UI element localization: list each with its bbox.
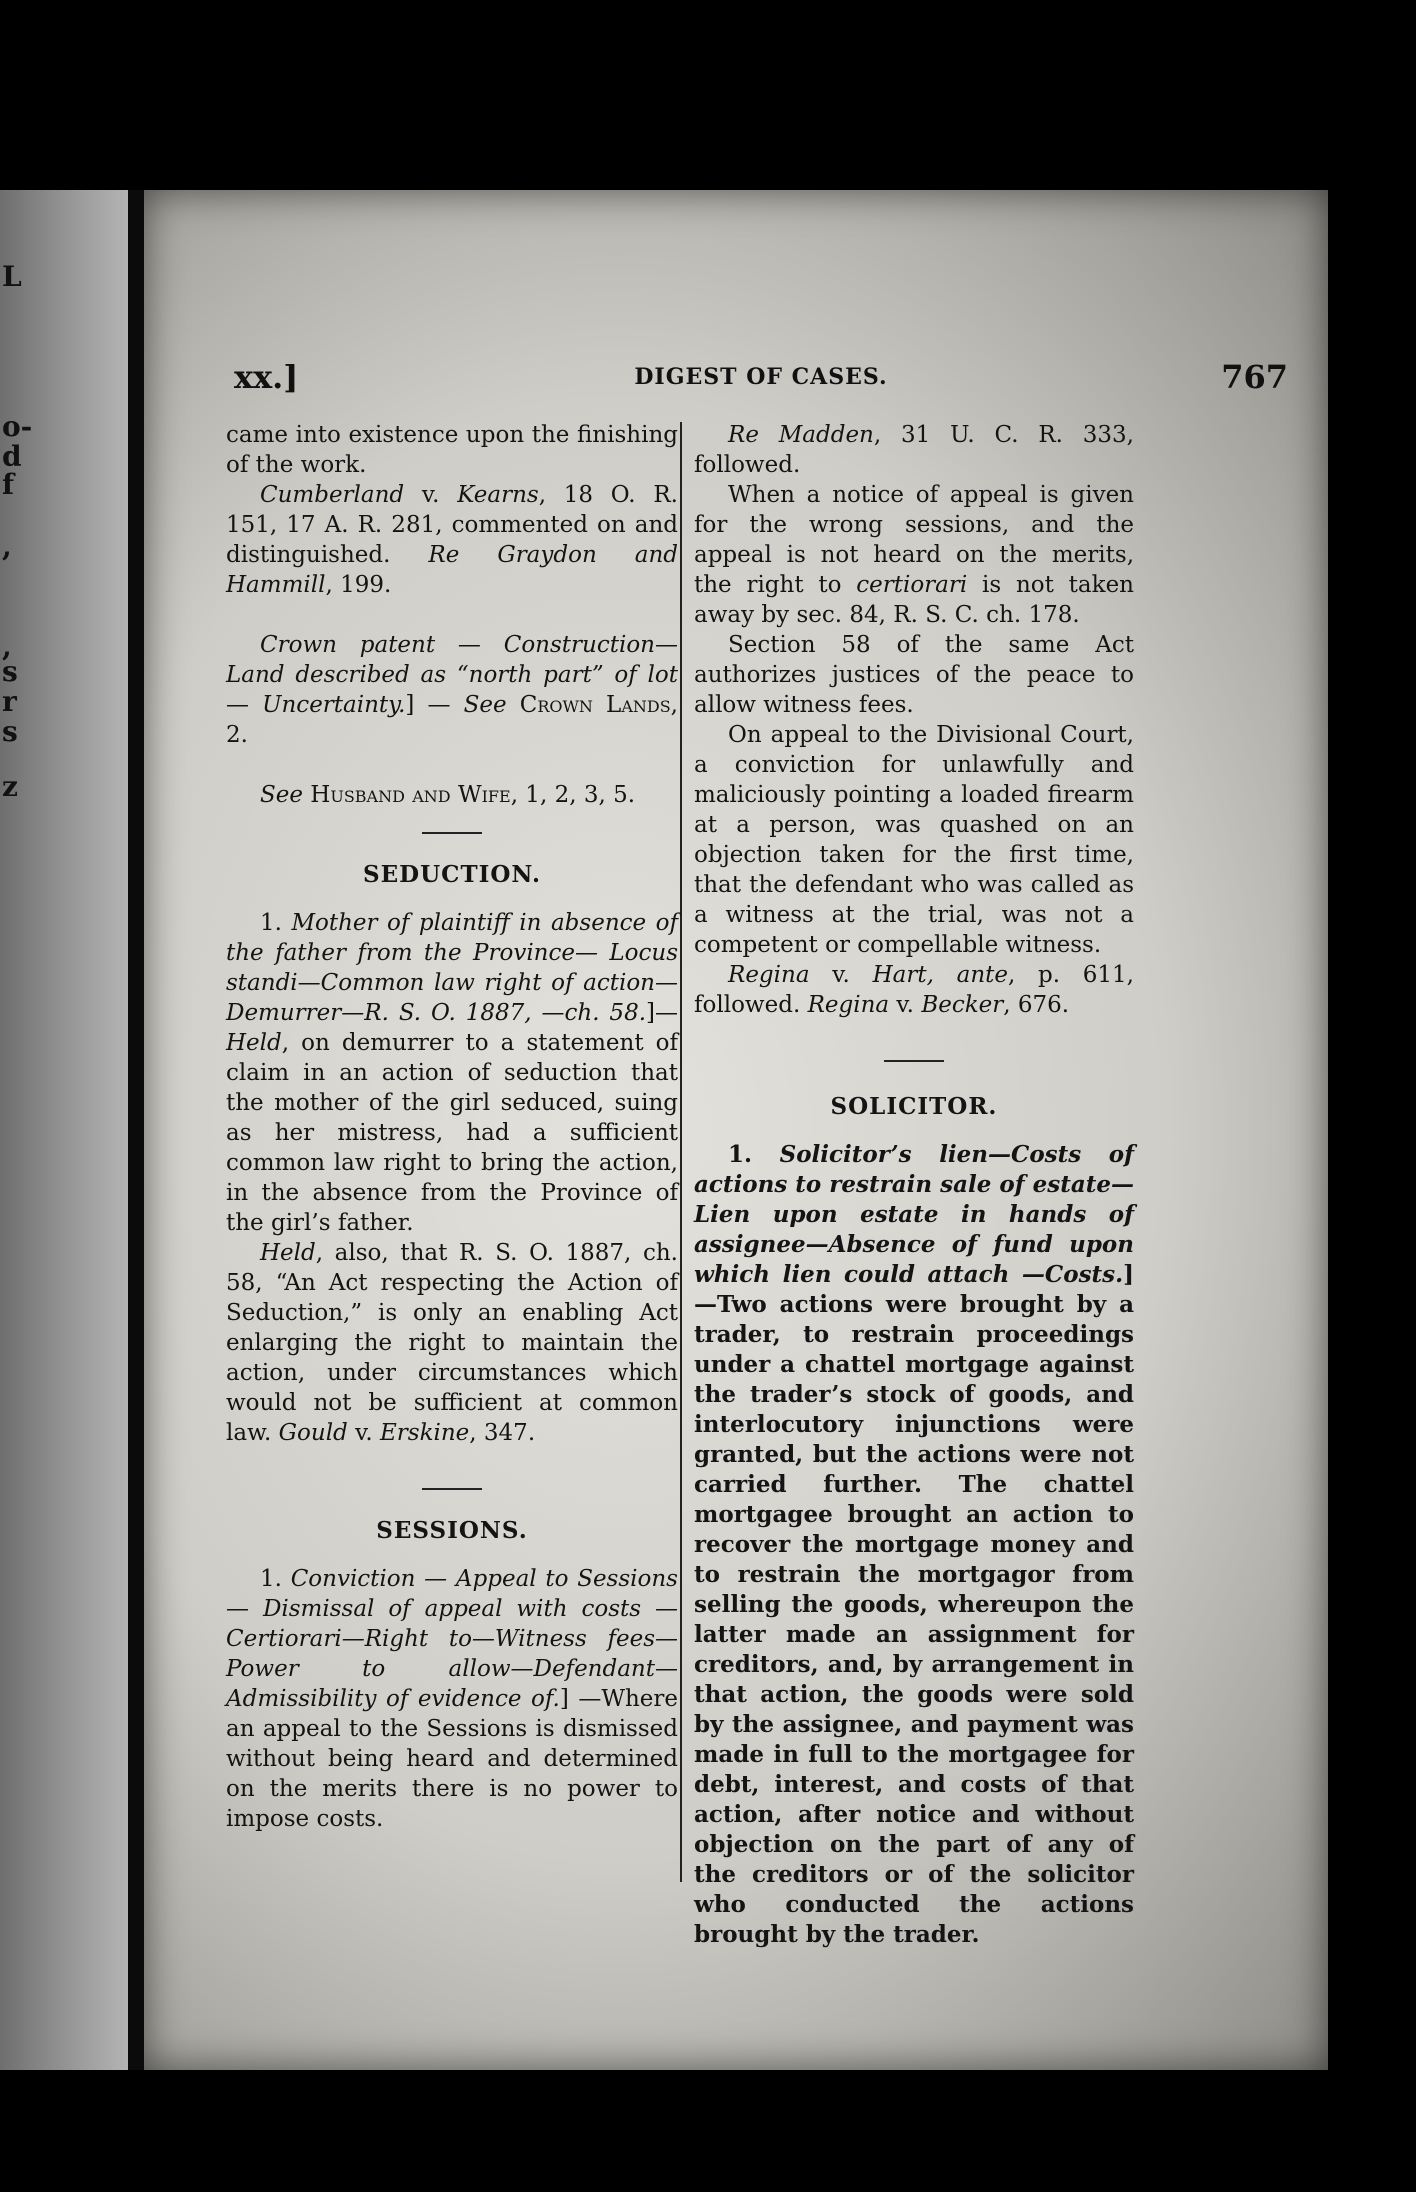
paragraph: When a notice of appeal is given for the wrong sessions, and the appeal is not heard on the merits, the right to certiorari is not taken away by sec. 84, R. S. C. ch. 178. — [694, 482, 1134, 628]
paragraph: Crown patent — Construction— Land described as “north part” of lot — Uncertainty.] — See Crown Lands, 2. — [226, 632, 678, 748]
running-header — [234, 358, 1288, 398]
paragraph: 1. Conviction — Appeal to Sessions — Dismissal of appeal with costs — Certiorari—Right to—Witness fees—Power to allow—Defendant—Admissibility of evidence of.] —Where an appeal to the Sessions is dismissed without being heard and determined on the merits there is no power to impose costs. — [226, 1566, 678, 1832]
paragraph: Regina v. Hart, ante, p. 611, followed. Regina v. Becker, 676. — [694, 962, 1134, 1018]
margin-fragment: s — [2, 655, 18, 688]
right-column — [678, 420, 1134, 1950]
paragraph: Cumberland v. Kearns, 18 O. R. 151, 17 A. R. 281, commented on and distinguished. Re Graydon and Hammill, 199. — [226, 482, 678, 598]
page-title: DIGEST OF CASES. — [634, 364, 888, 390]
margin-fragment: r — [2, 685, 17, 718]
margin-fragment: o- — [2, 410, 33, 443]
paragraph: On appeal to the Divisional Court, a conviction for unlawfully and maliciously pointing a loaded firearm at a person, was quashed on an objection taken for the first time, that the defendant who was called as a witness at the trial, was not a competent or compellable witness. — [694, 722, 1134, 958]
margin-fragment: d — [2, 440, 22, 473]
paragraph: 1. Solicitor’s lien—Costs of actions to restrain sale of estate—Lien upon estate in hands of assignee—Absence of fund upon which lien could attach —Costs.]—Two actions were brought by a trader, to restrain proceedings under a chattel mortgage against the trader’s stock of goods, and interlocutory injunctions were granted, but the actions were not carried further. The chattel mortgagee brought an action to recover the mortgage money and to restrain the mortgagor from selling the goods, whereupon the latter made an assignment for creditors, and, by arrangement in that action, the goods were sold by the assignee, and payment was made in full to the mortgagee for debt, interest, and costs of that action, after notice and without objection on the part of any of the creditors or of the solicitor who conducted the actions brought by the trader. — [694, 1141, 1134, 1948]
paragraph: 1. Mother of plaintiff in absence of the father from the Province— Locus standi—Common law right of action—Demurrer—R. S. O. 1887, —ch. 58.]—Held, on demurrer to a statement of claim in an action of seduction that the mother of the girl seduced, suing as her mistress, had a sufficient common law right to bring the action, in the absence from the Province of the girl’s father. — [226, 910, 678, 1236]
section-rule — [422, 1488, 482, 1490]
paragraph: came into existence upon the finishing of the work. — [226, 422, 678, 478]
paragraph: Re Madden, 31 U. C. R. 333, followed. — [694, 422, 1134, 478]
paragraph: Held, also, that R. S. O. 1887, ch. 58, “An Act respecting the Action of Seduction,” is only an enabling Act enlarging the right to maintain the action, under circumstances which would not be sufficient at common law. Gould v. Erskine, 347. — [226, 1240, 678, 1446]
section-heading-solicitor: SOLICITOR. — [830, 1093, 998, 1120]
adjacent-page-strip — [0, 190, 128, 2070]
section-heading-sessions: SESSIONS. — [376, 1517, 528, 1544]
chapter-label: xx.] — [234, 358, 299, 396]
paragraph: See Husband and Wife, 1, 2, 3, 5. — [260, 782, 636, 808]
margin-fragment: , — [2, 630, 12, 663]
book-spine — [128, 190, 144, 2070]
margin-fragment: , — [2, 530, 12, 563]
margin-fragment: L — [2, 260, 22, 293]
page-number: 767 — [1221, 358, 1288, 396]
left-column — [226, 420, 678, 1834]
section-rule — [884, 1060, 944, 1062]
paragraph: Section 58 of the same Act authorizes justices of the peace to allow witness fees. — [694, 632, 1134, 718]
margin-fragment: f — [2, 468, 15, 501]
section-heading-seduction: SEDUCTION. — [363, 861, 541, 888]
margin-fragment: z — [2, 770, 18, 803]
section-rule — [422, 832, 482, 834]
book-page — [144, 190, 1328, 2070]
margin-fragment: s — [2, 715, 18, 748]
